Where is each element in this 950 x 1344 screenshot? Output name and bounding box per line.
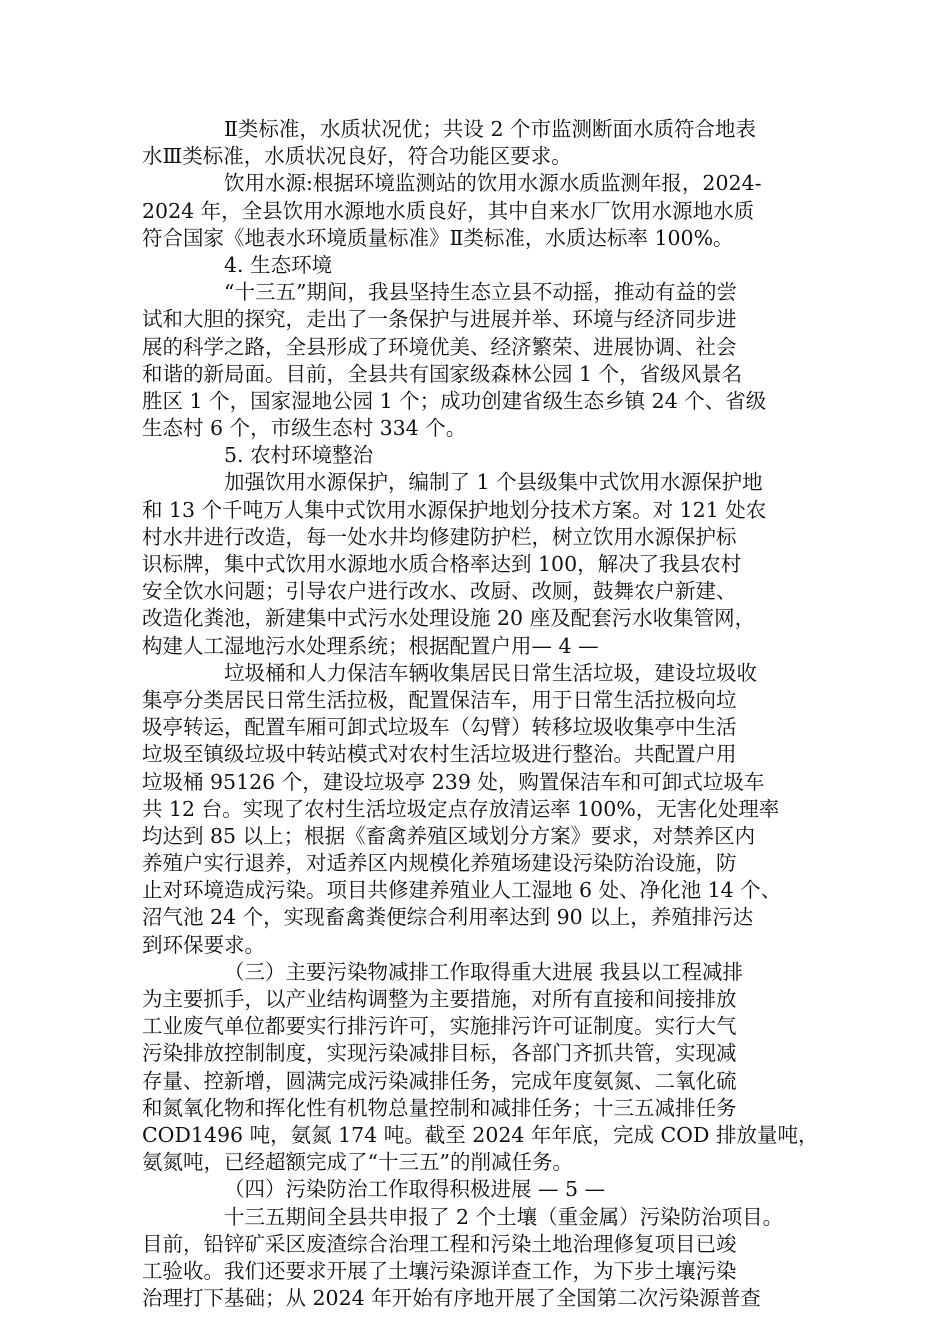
text-line: 识标牌，集中式饮用水源地水质合格率达到 100，解决了我县农村 — [142, 552, 742, 576]
text-line: 和谐的新局面。目前，全县共有国家级森林公园 1 个，省级风景名 — [142, 361, 743, 386]
text-line: 生态村 6 个，市级生态村 334 个。 — [142, 416, 467, 441]
text-line: 工业废气单位都要实行排污许可，实施排污许可证制度。实行大气 — [142, 1014, 737, 1039]
text-line: 展的科学之路，全县形成了环境优美、经济繁荣、进展协调、社会 — [142, 334, 737, 359]
text-line: 为主要抓手，以产业结构调整为主要措施，对所有直接和间接排放 — [142, 987, 737, 1011]
text-line: 试和大胆的探究，走出了一条保护与进展并举、环境与经济同步进 — [142, 307, 737, 332]
text-line: 集亭分类居民日常生活拉极，配置保洁车，用于日常生活拉极向垃 — [142, 687, 737, 712]
text-line: 污染排放控制制度，实现污染减排目标，各部门齐抓共管，实现减 — [142, 1041, 737, 1066]
text-line: 安全饮水问题；引导农户进行改水、改厨、改厕，鼓舞农户新建、 — [142, 579, 737, 604]
text-line: 饮用水源:根据环境监测站的饮用水源水质监测年报，2024- — [224, 171, 762, 196]
text-line: 符合国家《地表水环境质量标准》Ⅱ类标准，水质达标率 100%。 — [142, 225, 734, 250]
text-line: 构建人工湿地污水处理系统；根据配置户用— 4 — — [142, 633, 599, 658]
text-line: 目前，铅锌矿采区废渣综合治理工程和污染土地治理修复项目已竣 — [142, 1231, 737, 1256]
text-line: 十三五期间全县共申报了 2 个土壤（重金属）污染防治项目。 — [224, 1204, 784, 1229]
text-line: 垃圾桶和人力保洁车辆收集居民日常生活垃圾，建设垃圾收 — [224, 660, 757, 685]
text-line: 存量、控新增，圆满完成污染减排任务，完成年度氨氮、二氧化硫 — [142, 1068, 737, 1093]
text-line: COD1496 吨，氨氮 174 吨。截至 2024 年年底，完成 COD 排放量吨， — [142, 1122, 819, 1147]
text-line: 4. 生态环境 — [224, 252, 333, 277]
text-line: 和氮氧化物和挥化性有机物总量控制和减排任务；十三五减排任务 — [142, 1095, 737, 1120]
text-line: 圾亭转运，配置车厢可卸式垃圾车（勾臂）转移垃圾收集亭中生活 — [142, 715, 737, 740]
text-line: “十三五”期间，我县坚持生态立县不动摇，推动有益的尝 — [224, 280, 737, 305]
text-line: 治理打下基础；从 2024 年开始有序地开展了全国第二次污染源普查 — [142, 1286, 761, 1311]
document-page — [142, 116, 827, 1312]
text-line: 垃圾至镇级垃圾中转站模式对农村生活垃圾进行整治。共配置户用 — [142, 742, 737, 767]
text-line: 和 13 个千吨万人集中式饮用水源保护地划分技术方案。对 121 处农 — [142, 497, 767, 522]
text-line: （三）主要污染物减排工作取得重大进展 我县以工程减排 — [224, 959, 744, 984]
text-line: 水Ⅲ类标准，水质状况良好，符合功能区要求。 — [142, 144, 572, 169]
text-line: 改造化粪池，新建集中式污水处理设施 20 座及配套污水收集管网， — [142, 606, 756, 631]
text-line: 沼气池 24 个，实现畜禽粪便综合利用率达到 90 以上，养殖排污达 — [142, 905, 754, 930]
text-line: 胜区 1 个，国家湿地公园 1 个；成功创建省级生态乡镇 24 个、省级 — [142, 388, 767, 413]
text-line: 工验收。我们还要求开展了土壤污染源详查工作，为下步土壤污染 — [142, 1258, 737, 1283]
text-line: 加强饮用水源保护，编制了 1 个县级集中式饮用水源保护地 — [224, 470, 763, 495]
text-line: （四）污染防治工作取得积极进展 — 5 — — [224, 1177, 606, 1202]
text-line: 2024 年，全县饮用水源地水质良好，其中自来水厂饮用水源地水质 — [142, 198, 755, 223]
text-line: 到环保要求。 — [142, 932, 265, 957]
text-line: 村水井进行改造，每一处水井均修建防护栏，树立饮用水源保护标 — [142, 524, 737, 549]
text-line: 氨氮吨，已经超额完成了“十三五”的削减任务。 — [142, 1150, 573, 1175]
text-line: 共 12 台。实现了农村生活垃圾定点存放清运率 100%，无害化处理率 — [142, 796, 780, 821]
text-line: 养殖户实行退养，对适养区内规模化养殖场建设污染防治设施，防 — [142, 851, 737, 876]
text-line: 垃圾桶 95126 个，建设垃圾亭 239 处，购置保洁车和可卸式垃圾车 — [142, 769, 765, 794]
text-line: 止对环境造成污染。项目共修建养殖业人工湿地 6 处、净化池 14 个、 — [142, 878, 782, 903]
text-line: 5. 农村环境整治 — [224, 443, 374, 468]
text-line: Ⅱ类标准，水质状况优；共设 2 个市监测断面水质符合地表 — [224, 117, 757, 141]
text-line: 均达到 85 以上；根据《畜禽养殖区域划分方案》要求，对禁养区内 — [142, 823, 756, 848]
